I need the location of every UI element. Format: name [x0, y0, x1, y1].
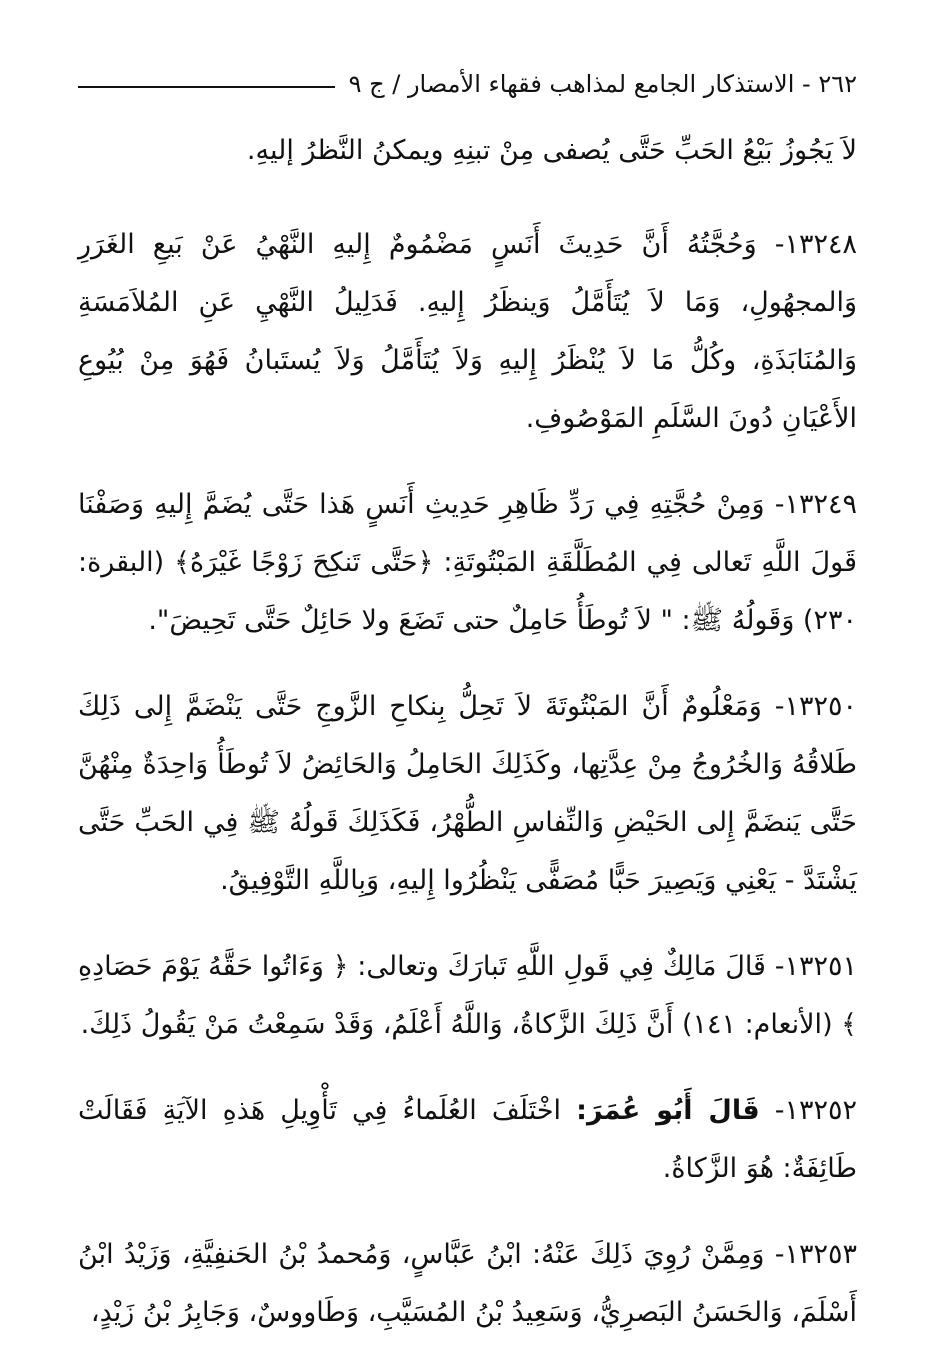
paragraph-number: ١٣٢٥١- [774, 951, 857, 982]
paragraph-number: ١٣٢٥٣- [774, 1239, 857, 1270]
speaker-attribution: قَالَ أَبُو عُمَرَ: [576, 1095, 760, 1126]
header-title: ٢٦٢ - الاستذكار الجامع لمذاهب فقهاء الأمصار / ج ٩ [348, 70, 857, 98]
paragraph [78, 216, 857, 448]
running-header [78, 62, 857, 106]
paragraph [78, 678, 857, 910]
paragraph-number: ١٣٢٤٨- [774, 229, 857, 260]
paragraph [78, 938, 857, 1054]
paragraph-number: ١٣٢٤٩- [774, 489, 857, 520]
paragraph-number: ١٣٢٥٠- [774, 691, 857, 722]
page-body [78, 122, 857, 1370]
paragraph-text: وَحُجَّتُهُ أَنَّ حَدِيثَ أَنَسٍ مَضْمُومٌ إِليهِ النَّهْيُ عَنْ بَيعِ الغَرَرِ وَالمجهُولِ، وَمَا لاَ يُتَأَمَّلُ وَينظَرُ إِليهِ. فَدَلِيلُ النَّهْيِ عَنِ المُلاَمَسَةِ وَالمُنَابَذَةِ، وكُلُّ مَا لاَ يُنْظَرُ إِليهِ وَلاَ يُتَأَمَّلُ وَلاَ يُستَبانُ فَهُوَ مِنْ بُيُوعِ الأَعْيَانِ دُونَ السَّلَمِ المَوْصُوفِ. [78, 229, 857, 434]
paragraph-text: وَمِمَّنْ رُوِيَ ذَلِكَ عَنْهُ: ابْنُ عَبَّاسٍ، وَمُحمدُ بْنُ الحَنفِيَّةِ، وَزَيْدُ ابْنُ أَسْلَمَ، وَالحَسَنُ البَصرِيُّ، وَسَعِيدُ بْنُ المُسَيَّبِ، وَطَاووسٌ، وَجَابِرُ بْنُ زَيْدٍ، [78, 1239, 857, 1328]
paragraph-text: لاَ يَجُوزُ بَيْعُ الحَبِّ حَتَّى يُصفى مِنْ تبنِهِ ويمكنُ النَّظرُ إليهِ. [246, 135, 857, 166]
paragraph [78, 476, 857, 650]
paragraph-number: ١٣٢٥٢- [774, 1095, 857, 1126]
paragraph [78, 1226, 857, 1342]
paragraph [78, 122, 857, 180]
header-rule [78, 86, 335, 88]
paragraph-text: وَمَعْلُومٌ أَنَّ المَبْتُوتَةَ لاَ تَحِلُّ بِنكاحِ الزَّوجِ حَتَّى يَنْضَمَّ إِلى ذَلِكَ طَلاقُهُ وَالخُرُوجُ مِنْ عِدَّتِها، وكَذَلِكَ الحَامِلُ وَالحَائِضُ لاَ تُوطَأُ وَاحِدَةٌ مِنْهُنَّ حَتَّى يَنضَمَّ إِلى الحَيْضِ وَالنِّفاسِ الطُّهْرُ، فَكَذَلِكَ قَولُهُ ﷺ فِي الحَبِّ حَتَّى يَشْتَدَّ - يَعْنِي وَيَصِيرَ حَبًّا مُصَفًّى يَنْظُرُوا إِليهِ، وَبِاللَّهِ التَّوْفِيقُ. [78, 691, 857, 896]
paragraph [78, 1082, 857, 1198]
paragraph-text: اخْتَلَفَ العُلَماءُ فِي تَأْوِيلِ هَذهِ الآيَةِ فَقَالَتْ طَائِفَةٌ: هُوَ الزَّكاةُ. [78, 1095, 857, 1184]
paragraph-text: وَمِنْ حُجَّتِهِ فِي رَدِّ ظَاهِرِ حَدِيثِ أَنَسٍ هَذا حَتَّى يُضَمَّ إِليهِ وَصَفْنَا قَولَ اللَّهِ تَعالى فِي المُطَلَّقَةِ المَبْتُوتَةِ: ﴿حَتَّى تَنكِحَ زَوْجًا غَيْرَهُ﴾ (البقرة: ٢٣٠) وَقَولُهُ ﷺ: " لاَ تُوطَأُ حَامِلٌ حتى تَضَعَ ولا حَائِلٌ حَتَّى تَحِيضَ". [78, 489, 857, 636]
paragraph-text: قَالَ مَالِكٌ فِي قَولِ اللَّهِ تَبارَكَ وتعالى: ﴿ وَءَاتُوا حَقَّهُ يَوْمَ حَصَادِهِ ﴾ (الأنعام: ١٤١) أَنَّ ذَلِكَ الزَّكاةُ، وَاللَّهُ أَعْلَمُ، وَقَدْ سَمِعْتُ مَنْ يَقُولُ ذَلِكَ. [78, 951, 857, 1040]
